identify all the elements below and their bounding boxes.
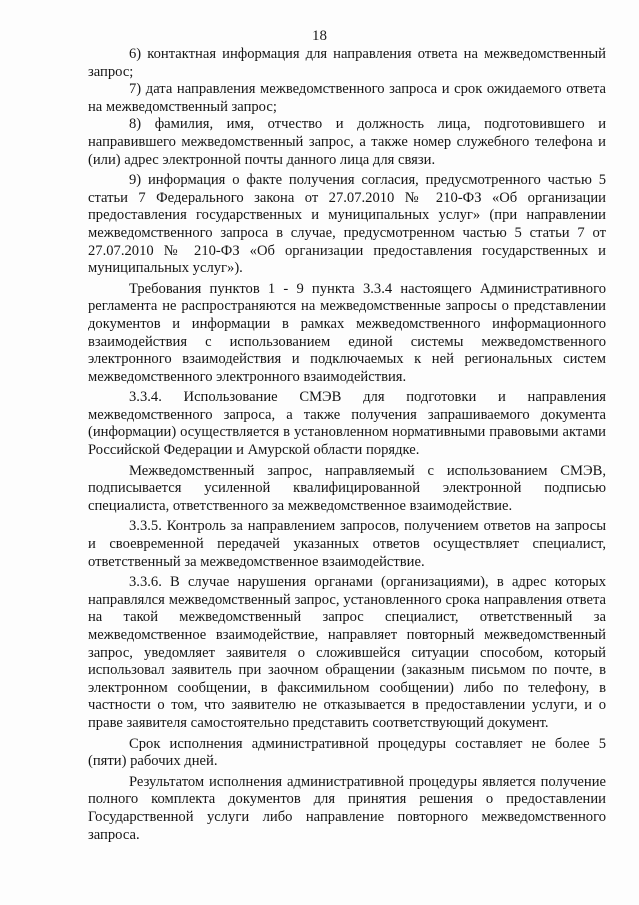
paragraph-item-7: 7) дата направления межведомственного запроса и срок ожидаемого ответа на межведомственный запрос; bbox=[88, 81, 606, 115]
paragraph-3-3-5: 3.3.5. Контроль за направлением запросов, получением ответов на запросы и своевременной передачей указанных ответов осуществляет специалист, ответственный за межведомственное взаимодействие. bbox=[88, 518, 606, 570]
paragraph-3-3-4: 3.3.4. Использование СМЭВ для подготовки и направления межведомственного запроса, а также получения запрашиваемого документа (информации) осуществляется в установленном нормативными правовыми актами Российской Федерации и Амурской области порядке. bbox=[88, 389, 606, 459]
paragraph-item-6: 6) контактная информация для направления ответа на межведомственный запрос; bbox=[88, 46, 606, 80]
paragraph-smev-signature: Межведомственный запрос, направляемый с использованием СМЭВ, подписывается усиленной квалифицированной электронной подписью специалиста, ответственного за межведомственное взаимодействие. bbox=[88, 462, 606, 514]
paragraph-item-8: 8) фамилия, имя, отчество и должность лица, подготовившего и направившего межведомственный запрос, а также номер служебного телефона и (или) адрес электронной почты данного лица для связи. bbox=[88, 116, 606, 168]
paragraph-3-3-6: 3.3.6. В случае нарушения органами (организациями), в адрес которых направлялся межведомственный запрос, установленного срока направления ответа на такой межведомственный запрос специалист, ответственный за межведомственное взаимодействие, направляет повторный межведомственный запрос, уведомляет заявителя о сложившейся ситуации способом, который использовал заявитель при заочном обращении (заказным письмом по почте, в электронном сообщении, в факсимильном сообщении) либо по телефону, в частности о том, что заявителю не отказывается в предоставлении услуги, и о праве заявителя самостоятельно представить соответствующий документ. bbox=[88, 574, 606, 731]
paragraph-result: Результатом исполнения административной процедуры является получение полного комплекта документов для принятия решения о предоставлении Государственной услуги либо направление повторного межведомственного запроса. bbox=[88, 773, 606, 843]
paragraph-item-9: 9) информация о факте получения согласия, предусмотренного частью 5 статьи 7 Федерального закона от 27.07.2010 № 210-ФЗ «Об организации предоставления государственных и муниципальных услуг» (при направлении межведомственного запроса в случае, предусмотренном частью 5 статьи 7 от 27.07.2010 № 210-ФЗ «Об организации предоставления государственных и муниципальных услуг»). bbox=[88, 172, 606, 277]
paragraph-requirements: Требования пунктов 1 - 9 пункта 3.3.4 настоящего Административного регламента не распространяются на межведомственные запросы о представлении документов и информации в рамках межведомственного информационного взаимодействия с использованием единой системы межведомственного электронного взаимодействия и подключаемых к ней региональных систем межведомственного электронного взаимодействия. bbox=[88, 280, 606, 385]
document-body bbox=[88, 46, 606, 844]
page-number: 18 bbox=[312, 28, 327, 44]
paragraph-deadline: Срок исполнения административной процедуры составляет не более 5 (пяти) рабочих дней. bbox=[88, 735, 606, 770]
